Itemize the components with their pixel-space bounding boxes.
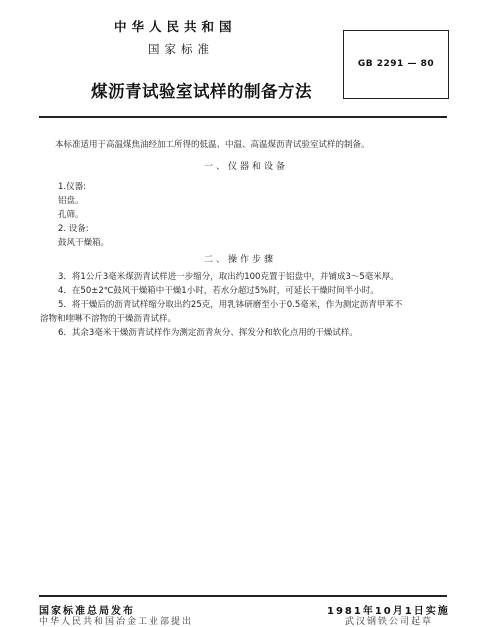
procedure-paragraph: 5．将干燥后的沥青试样缩分取出约25克，用乳钵研磨至小于0.5毫米，作为测定沥青甲苯不 <box>58 300 403 310</box>
effective-date: 1981年10月1日实施 <box>327 606 450 617</box>
section-heading-equipment: 一、仪器和设备 <box>204 162 289 172</box>
procedure-paragraph: 3．将1公斤3毫米煤沥青试样进一步缩分，取出约100克置于铝盘中，并铺成3～5毫米厚。 <box>58 272 399 282</box>
procedure-paragraph: 6．其余3毫米干燥沥青试样作为测定沥青灰分、挥发分和软化点用的干燥试样。 <box>58 328 358 338</box>
standard-code: GB 2291 — 80 <box>357 59 435 69</box>
standard-type: 国家标准 <box>148 42 214 56</box>
country-header: 中华人民共和国 <box>114 19 237 34</box>
section-heading-procedure: 二、操作步骤 <box>204 255 277 265</box>
proposer-line: 中华人民共和国冶金工业部提出 <box>39 617 194 627</box>
footer-divider <box>39 595 447 597</box>
equipment-item: 1.仪器: <box>58 182 86 192</box>
drafter-line: 武汉钢铁公司起草 <box>345 617 434 627</box>
header-divider <box>39 116 447 118</box>
issuer-line: 国家标准总局发布 <box>39 606 135 617</box>
intro-paragraph: 本标准适用于高温煤焦油经加工所得的低温、中温、高温煤沥青试验室试样的制备。 <box>55 140 370 150</box>
equipment-item: 孔筛。 <box>58 210 84 220</box>
equipment-item: 2. 设备: <box>58 224 89 234</box>
procedure-paragraph: 4．在50±2℃鼓风干燥箱中干燥1小时，若水分超过5%时，可延长干燥时间半小时。 <box>58 286 379 296</box>
equipment-item: 铝盘。 <box>58 196 84 206</box>
equipment-item: 鼓风干燥箱。 <box>58 238 110 248</box>
procedure-paragraph-continued: 溶物和喹啉不溶物的干燥沥青试样。 <box>40 314 177 324</box>
document-title: 煤沥青试验室试样的制备方法 <box>91 82 312 101</box>
standard-code-box <box>343 30 449 99</box>
